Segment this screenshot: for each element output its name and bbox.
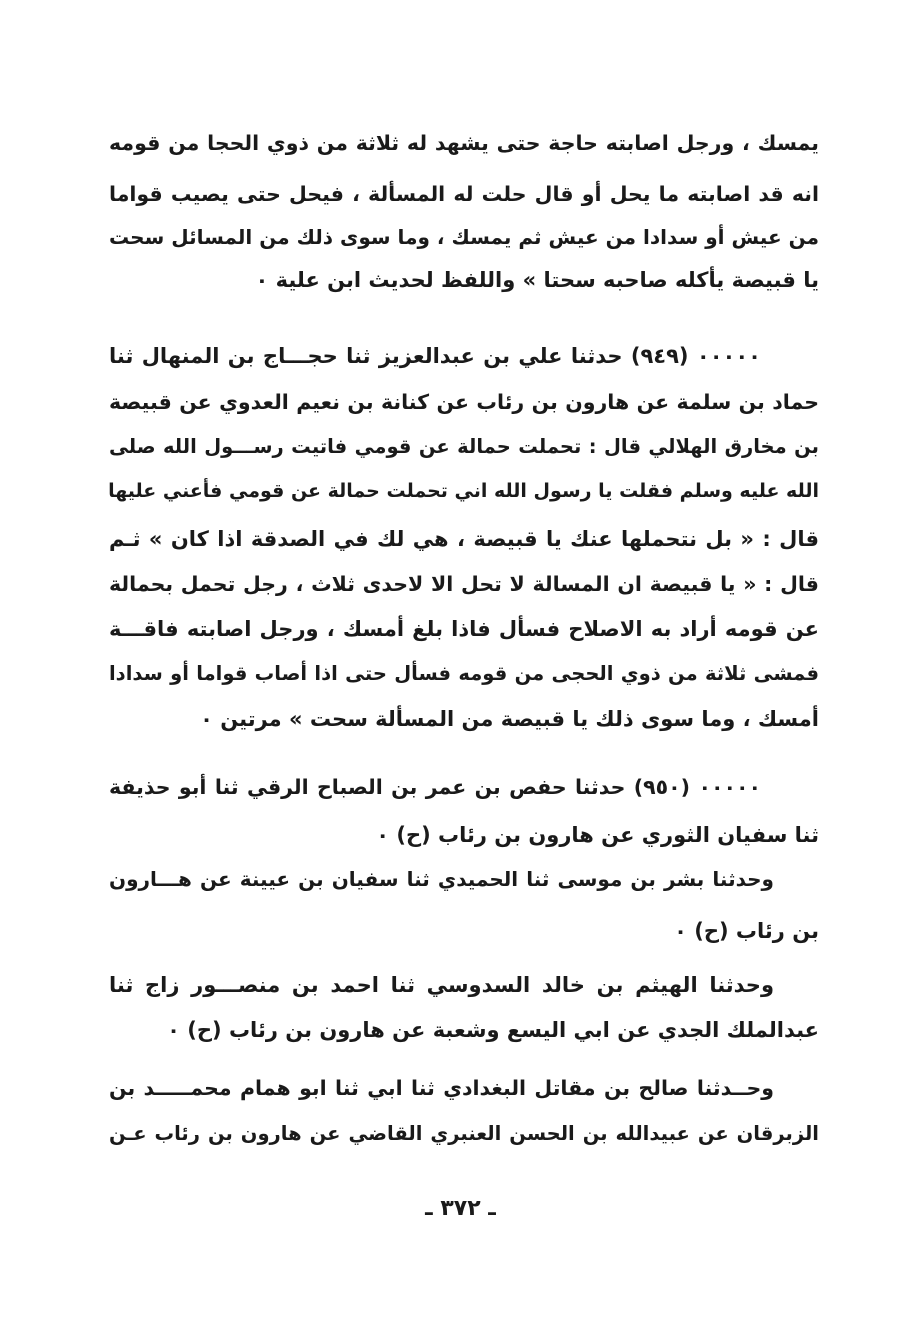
text-line: أمسك ، وما سوى ذلك يا قبيصة من المسألة سحت » مرتين ٠ — [200, 707, 819, 731]
text-line: وحــدثنا صالح بن مقاتل البغدادي ثنا ابي ثنا ابو همام محمـــــد بن — [109, 1076, 774, 1100]
text-line: ثنا سفيان الثوري عن هارون بن رئاب (ح) ٠ — [376, 823, 819, 847]
text-line: حماد بن سلمة عن هارون بن رئاب عن كنانة بن نعيم العدوي عن قبيصة — [109, 390, 819, 414]
text-line: يا قبيصة يأكله صاحبه سحتا » واللفظ لحديث ابن علية ٠ — [255, 268, 819, 292]
text-line: بن رئاب (ح) ٠ — [674, 919, 819, 943]
text-line: عن قومه أراد به الاصلاح فسأل فاذا بلغ أمسك ، ورجل اصابته فاقـــة — [109, 617, 819, 641]
text-line: قال : « بل نتحملها عنك يا قبيصة ، هي لك في الصدقة اذا كان » ثـم — [109, 527, 819, 551]
text-line: عبدالملك الجدي عن ابي اليسع وشعبة عن هارون بن رئاب (ح) ٠ — [167, 1018, 819, 1042]
text-line: وحدثنا بشر بن موسى ثنا الحميدي ثنا سفيان بن عيينة عن هـــارون — [109, 867, 774, 891]
text-line: الله عليه وسلم فقلت يا رسول الله اني تحملت حمالة عن قومي فأعني عليها — [108, 480, 819, 502]
text-line: يمسك ، ورجل اصابته حاجة حتى يشهد له ثلاثة من ذوي الحجا من قومه — [109, 131, 819, 155]
text-line: بن مخارق الهلالي قال : تحملت حمالة عن قومي فاتيت رســـول الله صلى — [109, 435, 819, 458]
hadith-950-heading-line: ٠٠٠٠٠ (٩٥٠) حدثنا حفص بن عمر بن الصباح الرقي ثنا أبو حذيفة — [109, 775, 761, 799]
hadith-949-heading-line: ٠٠٠٠٠ (٩٤٩) حدثنا علي بن عبدالعزيز ثنا حجـــاج بن المنهال ثنا — [109, 344, 761, 368]
text-line: انه قد اصابته ما يحل أو قال حلت له المسألة ، فيحل حتى يصيب قواما — [109, 182, 819, 206]
text-line: الزبرقان عن عبيدالله بن الحسن العنبري القاضي عن هارون بن رئاب عـن — [109, 1122, 819, 1145]
text-line: قال : « يا قبيصة ان المسالة لا تحل الا لاحدى ثلاث ، رجل تحمل بحمالة — [109, 572, 819, 596]
text-line: من عيش أو سدادا من عيش ثم يمسك ، وما سوى ذلك من المسائل سحت — [109, 225, 819, 249]
page-number: ـ ٣٧٢ ـ — [425, 1196, 496, 1221]
text-line: فمشى ثلاثة من ذوي الحجى من قومه فسأل حتى اذا أصاب قواما أو سدادا — [109, 662, 819, 685]
text-line: وحدثنا الهيثم بن خالد السدوسي ثنا احمد بن منصـــور زاج ثنا — [109, 973, 774, 997]
